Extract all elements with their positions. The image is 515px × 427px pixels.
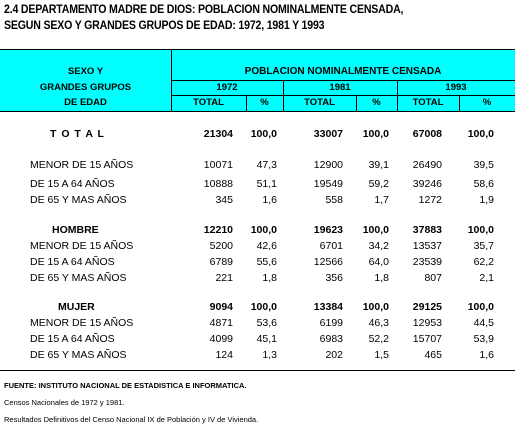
cell-value: 1,7: [374, 194, 389, 206]
cell-value: 100,0: [467, 128, 494, 140]
cell-value: 64,0: [368, 256, 389, 268]
cell-value: 1,3: [262, 349, 277, 361]
cell-value: 39246: [412, 178, 442, 190]
row-label: DE 15 A 64 AÑOS: [30, 333, 115, 345]
cell-value: 100,0: [250, 301, 277, 313]
cell-value: 6199: [319, 317, 343, 329]
cell-value: 13537: [412, 240, 442, 252]
cell-value: 1,8: [262, 272, 277, 284]
row-label-header-line: GRANDES GRUPOS: [39, 82, 132, 93]
cell-value: 19549: [313, 178, 343, 190]
cell-value: 100,0: [467, 301, 494, 313]
cell-value: 100,0: [362, 224, 389, 236]
row-label: DE 15 A 64 AÑOS: [30, 178, 115, 190]
cell-value: 2,1: [479, 272, 494, 284]
year-header-1993: 1993: [445, 82, 467, 93]
subheader-percent: %: [482, 97, 492, 108]
title-line-2: SEGUN SEXO Y GRANDES GRUPOS DE EDAD: 1972, 1981 Y 1993: [4, 20, 325, 32]
row-label: DE 65 Y MAS AÑOS: [30, 194, 127, 206]
header-rule-group: [171, 80, 515, 81]
subheader-total: TOTAL: [304, 97, 335, 108]
column-group-title: POBLACION NOMINALMENTE CENSADA: [244, 66, 442, 77]
cell-value: 12566: [313, 256, 343, 268]
cell-value: 59,2: [368, 178, 389, 190]
cell-value: 4871: [209, 317, 233, 329]
cell-value: 21304: [203, 128, 233, 140]
cell-value: 1,5: [374, 349, 389, 361]
cell-value: 39,5: [473, 159, 494, 171]
table-bottom-rule: [0, 370, 515, 371]
cell-value: 1,6: [479, 349, 494, 361]
subheader-total: TOTAL: [412, 97, 444, 108]
cell-value: 53,9: [473, 333, 494, 345]
title-line-1: 2.4 DEPARTAMENTO MADRE DE DIOS: POBLACION NOMINALMENTE CENSADA,: [4, 4, 404, 16]
cell-value: 345: [215, 194, 233, 206]
cell-value: 34,2: [368, 240, 389, 252]
cell-value: 1,6: [262, 194, 277, 206]
cell-value: 29125: [412, 301, 442, 313]
subheader-percent: %: [372, 97, 381, 108]
cell-value: 356: [325, 272, 343, 284]
cell-value: 9094: [209, 301, 233, 313]
row-label: MENOR DE 15 AÑOS: [30, 317, 134, 329]
cell-value: 52,2: [368, 333, 389, 345]
cell-value: 100,0: [250, 224, 277, 236]
cell-value: 12953: [412, 317, 442, 329]
footnote-line: Censos Nacionales de 1972 y 1981.: [4, 398, 125, 407]
row-label: MUJER: [58, 301, 95, 313]
cell-value: 4099: [209, 333, 233, 345]
cell-value: 807: [424, 272, 442, 284]
row-label: MENOR DE 15 AÑOS: [30, 159, 134, 171]
cell-value: 39,1: [368, 159, 389, 171]
cell-value: 15707: [412, 333, 442, 345]
subheader-total: TOTAL: [193, 97, 224, 108]
cell-value: 10888: [203, 178, 233, 190]
cell-value: 51,1: [256, 178, 277, 190]
row-label-header-line: DE EDAD: [64, 97, 107, 108]
cell-value: 6701: [319, 240, 343, 252]
row-label: T O T A L: [50, 128, 105, 140]
cell-value: 33007: [313, 128, 343, 140]
cell-value: 44,5: [473, 317, 494, 329]
row-label: DE 65 Y MAS AÑOS: [30, 272, 127, 284]
cell-value: 6789: [209, 256, 233, 268]
cell-value: 19623: [313, 224, 343, 236]
year-header-1981: 1981: [329, 82, 351, 93]
cell-value: 12900: [313, 159, 343, 171]
cell-value: 100,0: [467, 224, 494, 236]
header-rule-years: [171, 95, 515, 96]
cell-value: 10071: [203, 159, 233, 171]
row-label: DE 65 Y MAS AÑOS: [30, 349, 127, 361]
cell-value: 1,9: [479, 194, 494, 206]
cell-value: 45,1: [256, 333, 277, 345]
year-header-1972: 1972: [216, 82, 238, 93]
cell-value: 47,3: [256, 159, 277, 171]
cell-value: 46,3: [368, 317, 389, 329]
row-label-header-line: SEXO Y: [67, 66, 104, 77]
header-bottom-rule: [0, 111, 515, 112]
cell-value: 12210: [203, 224, 233, 236]
footnote-source: FUENTE: INSTITUTO NACIONAL DE ESTADISTICA E INFORMATICA.: [4, 381, 247, 390]
cell-value: 1272: [418, 194, 442, 206]
cell-value: 6983: [319, 333, 343, 345]
cell-value: 202: [325, 349, 343, 361]
cell-value: 124: [215, 349, 233, 361]
cell-value: 1,8: [374, 272, 389, 284]
cell-value: 42,6: [256, 240, 277, 252]
cell-value: 100,0: [362, 128, 389, 140]
row-label: MENOR DE 15 AÑOS: [30, 240, 134, 252]
cell-value: 37883: [412, 224, 442, 236]
cell-value: 62,2: [473, 256, 494, 268]
cell-value: 5200: [209, 240, 233, 252]
cell-value: 100,0: [250, 128, 277, 140]
cell-value: 13384: [313, 301, 343, 313]
footnote-line: Resultados Definitivos del Censo Nacional IX de Población y IV de Vivienda.: [4, 415, 259, 424]
cell-value: 221: [215, 272, 233, 284]
cell-value: 23539: [412, 256, 442, 268]
cell-value: 558: [325, 194, 343, 206]
top-rule: [0, 49, 515, 50]
cell-value: 58,6: [473, 178, 494, 190]
cell-value: 100,0: [362, 301, 389, 313]
row-label: HOMBRE: [52, 224, 99, 236]
row-label: DE 15 A 64 AÑOS: [30, 256, 115, 268]
cell-value: 35,7: [473, 240, 494, 252]
subheader-percent: %: [260, 97, 269, 108]
cell-value: 465: [424, 349, 442, 361]
cell-value: 55,6: [256, 256, 277, 268]
cell-value: 26490: [412, 159, 442, 171]
cell-value: 67008: [412, 128, 442, 140]
cell-value: 53,6: [256, 317, 277, 329]
